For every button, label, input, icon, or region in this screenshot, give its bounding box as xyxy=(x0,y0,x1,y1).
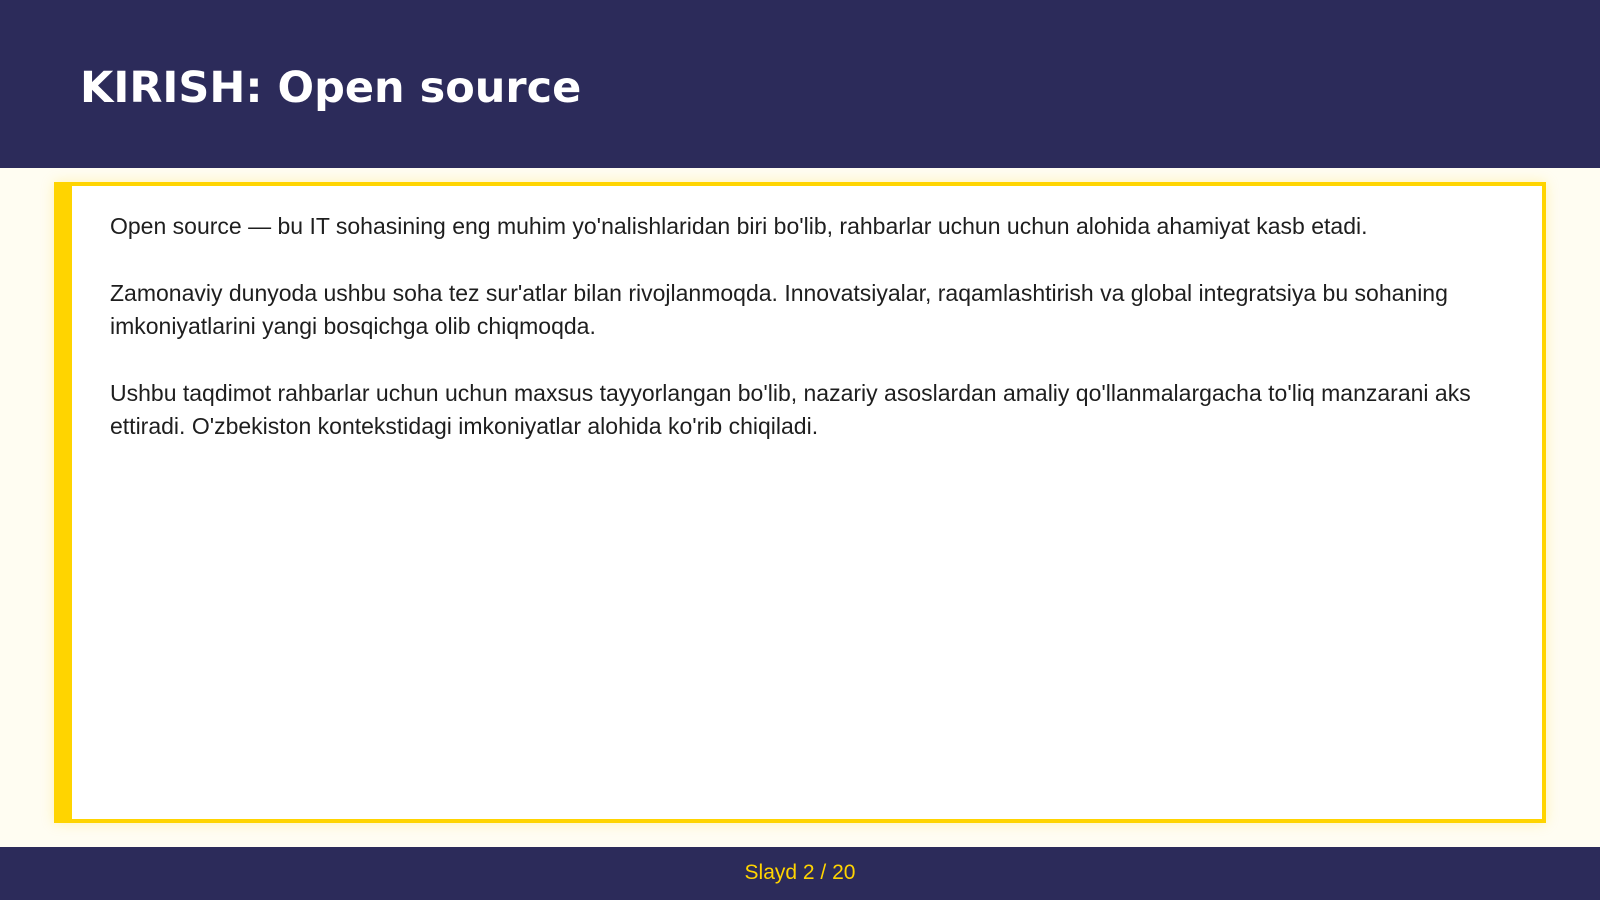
slide-header xyxy=(0,0,1600,168)
slide-footer xyxy=(0,847,1600,900)
paragraph-3: Ushbu taqdimot rahbarlar uchun uchun maxsus tayyorlangan bo'lib, nazariy asoslardan amaliy qo'llanmalargacha to'liq manzarani aks ettiradi. O'zbekiston kontekstidagi imkoniyatlar alohida ko'rib chiqiladi. xyxy=(110,380,1471,439)
slide-title: KIRISH: Open source xyxy=(80,63,582,113)
content-box xyxy=(54,182,1546,823)
slide-number: Slayd 2 / 20 xyxy=(744,861,856,884)
paragraph-2: Zamonaviy dunyoda ushbu soha tez sur'atlar bilan rivojlanmoqda. Innovatsiyalar, raqamlashtirish va global integratsiya bu sohaning imkoniyatlarini yangi bosqichga olib chiqmoqda. xyxy=(110,280,1448,339)
paragraph-1: Open source — bu IT sohasining eng muhim yo'nalishlaridan biri bo'lib, rahbarlar uchun uchun alohida ahamiyat kasb etadi. xyxy=(110,213,1368,239)
content-text xyxy=(110,210,1500,477)
